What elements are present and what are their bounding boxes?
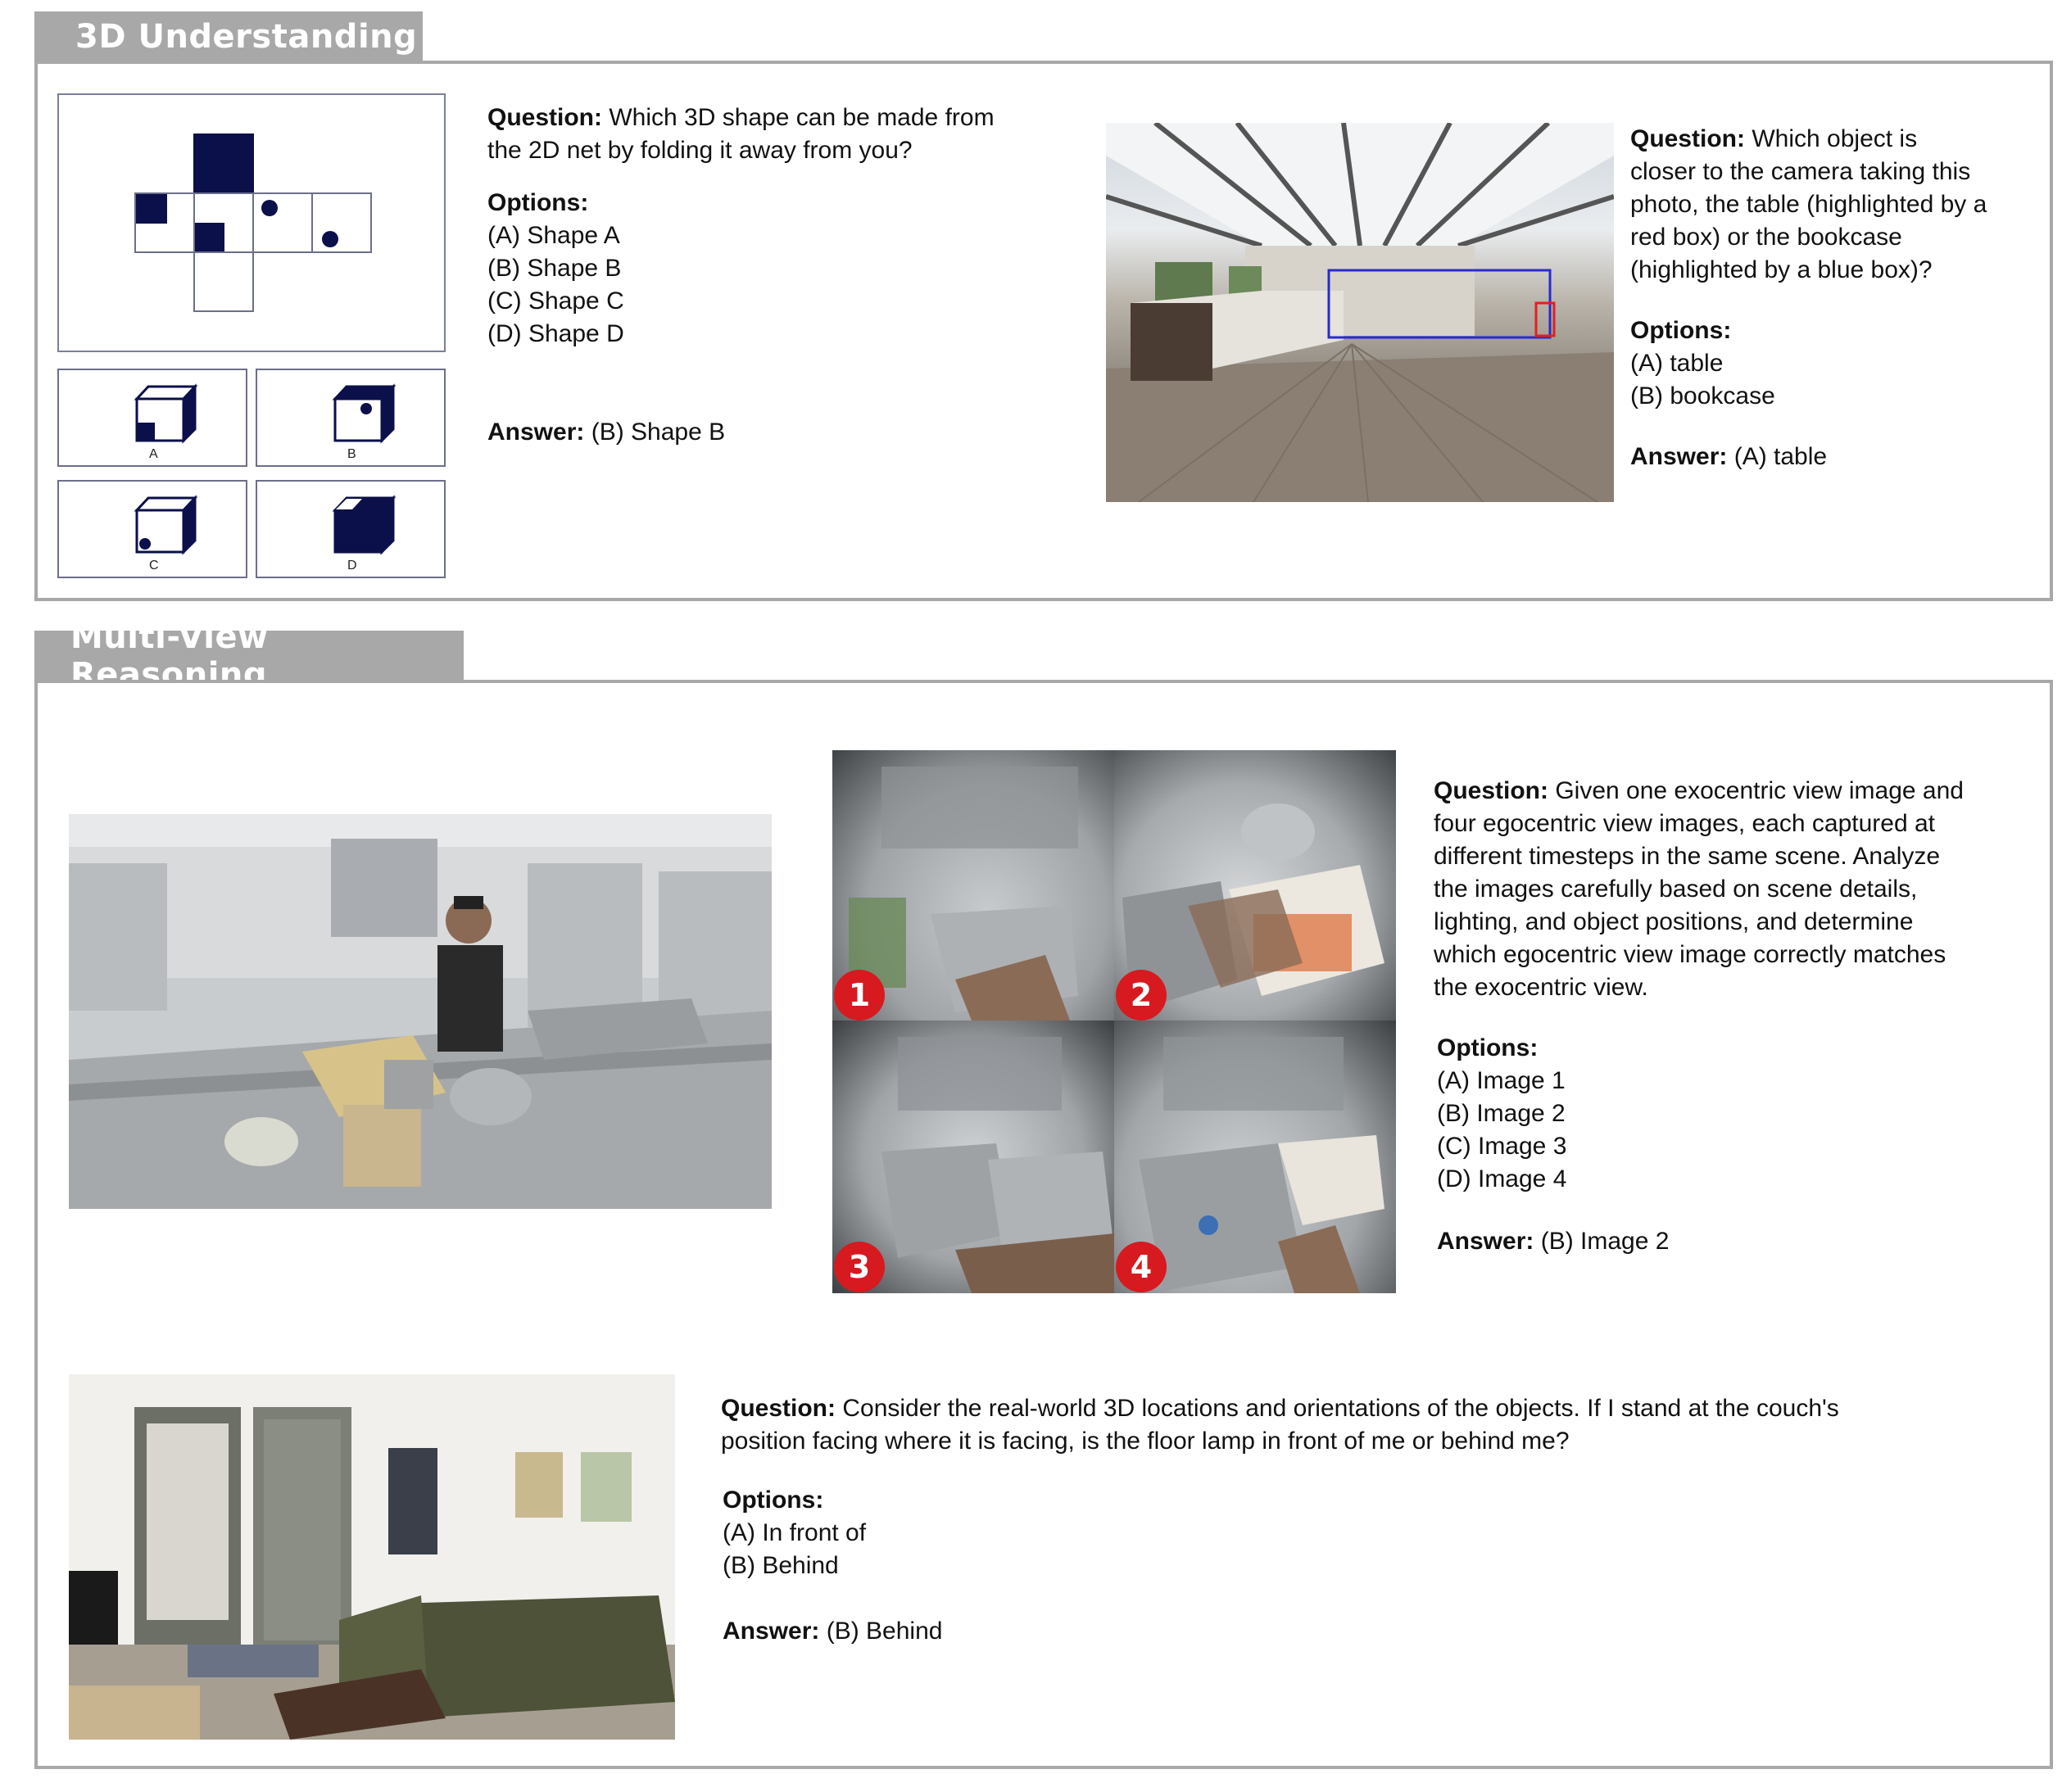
q2-question-line4: red box) or the bookcase	[1630, 224, 1902, 251]
shape-option-a	[57, 369, 247, 467]
shape-option-d	[256, 480, 446, 578]
q4-option-b: (B) Behind	[723, 1552, 839, 1579]
section-tab-multi-view	[34, 618, 464, 694]
q3-question-line4: the images carefully based on scene details,	[1434, 876, 1918, 903]
cube-d-icon	[257, 482, 444, 563]
q2-text-block	[1630, 123, 2040, 473]
q4-options-label: Options:	[723, 1487, 824, 1514]
q1-answer: (B) Shape B	[591, 419, 726, 446]
q2-option-b: (B) bookcase	[1630, 382, 1775, 410]
section-title: Multi-View Reasoning	[70, 618, 269, 694]
q4-question-line2: position facing where it is facing, is the floor lamp in front of me or behind me?	[721, 1428, 1570, 1455]
q3-question-line3: different timesteps in the same scene. Analyze	[1434, 843, 1941, 870]
q3-answer-label: Answer:	[1437, 1228, 1534, 1255]
q4-question-line1: Consider the real-world 3D locations and orientations of the objects. If I stand at the couch's	[842, 1395, 1839, 1422]
section-title: 3D Understanding	[75, 18, 418, 56]
shape-label-b: B	[347, 447, 356, 461]
q4-question-label: Question:	[721, 1395, 836, 1422]
q2-question-line5: (highlighted by a blue box)?	[1630, 256, 1933, 283]
q3-text-block	[1434, 775, 2040, 1258]
badge-4: 4	[1116, 1242, 1167, 1292]
cube-net-diagram	[59, 95, 444, 351]
q1-question-line2: the 2D net by folding it away from you?	[487, 137, 913, 164]
q2-question-line3: photo, the table (highlighted by a	[1630, 191, 1987, 218]
q4-answer-label: Answer:	[723, 1618, 820, 1645]
shape-label-a: A	[149, 447, 158, 461]
q3-question-line5: lighting, and object positions, and determine	[1434, 908, 1914, 935]
living-room-photo	[69, 1374, 675, 1740]
section-tab-3d-understanding	[34, 11, 423, 62]
q2-question-line1: Which object is	[1752, 125, 1918, 152]
badge-1: 1	[834, 970, 885, 1020]
q2-option-a: (A) table	[1630, 350, 1724, 377]
shape-label-d: D	[347, 559, 357, 572]
q1-option-c: (C) Shape C	[487, 287, 624, 315]
q1-option-b: (B) Shape B	[487, 255, 622, 282]
kitchen-exocentric-photo	[69, 814, 772, 1209]
q3-option-a: (A) Image 1	[1437, 1067, 1566, 1094]
cube-b-icon	[257, 370, 444, 452]
q1-question-label: Question:	[487, 104, 602, 131]
q4-text-block	[721, 1392, 2032, 1648]
shape-option-c	[57, 480, 247, 578]
q3-question-line6: which egocentric view image correctly matches	[1434, 941, 1946, 968]
loft-room-photo	[1106, 123, 1614, 502]
badge-3: 3	[834, 1242, 885, 1292]
cube-net-figure	[57, 93, 446, 352]
q1-option-d: (D) Shape D	[487, 320, 624, 347]
q4-answer: (B) Behind	[826, 1618, 943, 1645]
q3-question-line2: four egocentric view images, each captured at	[1434, 810, 1935, 837]
q3-answer: (B) Image 2	[1540, 1228, 1670, 1255]
q1-option-a: (A) Shape A	[487, 222, 620, 249]
q3-question-line1: Given one exocentric view image and	[1555, 777, 1964, 804]
q3-question-line7: the exocentric view.	[1434, 974, 1648, 1001]
shape-label-c: C	[149, 559, 159, 572]
q3-question-label: Question:	[1434, 777, 1548, 804]
q3-option-c: (C) Image 3	[1437, 1133, 1567, 1160]
cube-c-icon	[59, 482, 246, 563]
q3-option-d: (D) Image 4	[1437, 1165, 1567, 1192]
shape-option-b	[256, 369, 446, 467]
q3-options-label: Options:	[1437, 1034, 1539, 1061]
q2-answer-label: Answer:	[1630, 443, 1728, 470]
q1-answer-label: Answer:	[487, 419, 585, 446]
q1-question-line1: Which 3D shape can be made from	[609, 104, 995, 131]
q2-question-line2: closer to the camera taking this	[1630, 158, 1971, 185]
cube-a-icon	[59, 370, 246, 452]
q1-options-label: Options:	[487, 189, 589, 216]
q2-options-label: Options:	[1630, 317, 1732, 344]
q2-question-label: Question:	[1630, 125, 1745, 152]
q3-option-b: (B) Image 2	[1437, 1100, 1566, 1127]
q2-answer: (A) table	[1733, 443, 1828, 470]
q4-option-a: (A) In front of	[723, 1519, 867, 1546]
q1-text-block	[487, 102, 1061, 449]
badge-2: 2	[1116, 970, 1167, 1020]
